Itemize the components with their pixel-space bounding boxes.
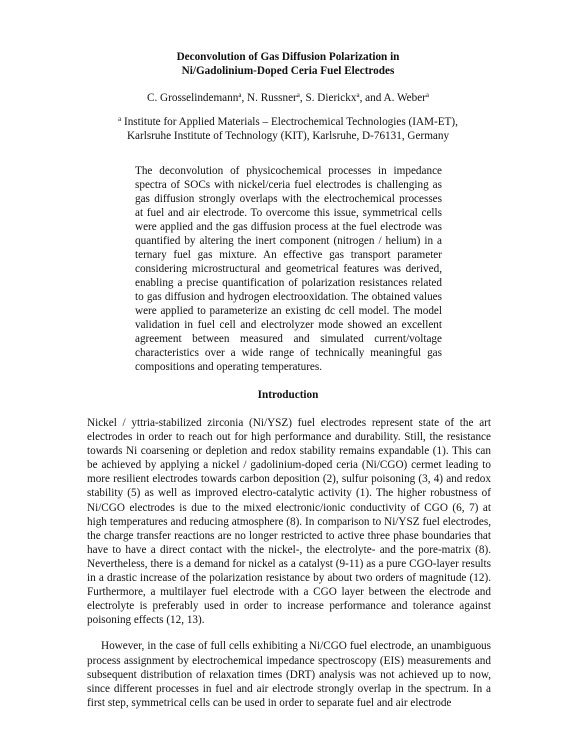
author-affiliation-mark: a [238, 91, 242, 99]
author-affiliation-mark: a [296, 91, 300, 99]
author-separator: , and [359, 92, 384, 104]
introduction-body [87, 416, 491, 710]
author-list [0, 91, 576, 105]
abstract [135, 164, 442, 374]
author-name: S. Dierickx [305, 92, 357, 104]
affiliation-line-1 [0, 115, 576, 129]
paragraph: Nickel / yttria-stabilized zirconia (Ni/YSZ) fuel electrodes represent state of the art electrodes in order to reach out for high performance and durability. Still, the resistance towards Ni coarsening or depletion and redox stability remains expandable (1). This can be achieved by applying a nickel / gadolinium-doped ceria (Ni/CGO) cermet leading to more resilient electrodes towards carbon deposition (2), sulfur poisoning (3, 4) and redox stability (5) as well as improved electro-catalytic activity (1). The higher robustness of Ni/CGO electrodes is due to the mixed electronic/ionic conductivity of CGO (6, 7) at high temperatures and reducing atmosphere (8). In comparison to Ni/YSZ fuel electrodes, the charge transfer reactions are no longer restricted to active three phase boundaries that have to have a direct contact with the nickel-, the electrolyte- and the pore-matrix (8). Nevertheless, there is a demand for nickel as a catalyst (9-11) as a pure CGO-layer results in a drastic increase of the polarization resistance by about two orders of magnitude (12). Furthermore, a multilayer fuel electrode with a CGO layer between the electrode and electrolyte is preferably used in order to increase performance and tolerance against poisoning effects (12, 13). [87, 417, 491, 627]
author-separator: , [241, 92, 248, 104]
affiliation-line-2: Karlsruhe Institute of Technology (KIT), Karlsruhe, D-76131, Germany [126, 130, 450, 142]
paragraph: However, in the case of full cells exhibiting a Ni/CGO fuel electrode, an unambiguous process assignment by electrochemical impedance spectroscopy (EIS) measurements and subsequent distribution of relaxation times (DRT) analysis was not achieved up to now, since different processes in fuel and air electrode strongly overlap in the spectrum. In a first step, symmetrical cells can be used in order to separate fuel and air electrode [87, 640, 491, 709]
author-separator: , [299, 92, 306, 104]
title-line-2: Ni/Gadolinium-Doped Ceria Fuel Electrodes [181, 65, 395, 77]
author-affiliation-mark: a [356, 91, 360, 99]
paper-title [0, 50, 576, 78]
affiliation-mark: a [118, 115, 122, 123]
author-affiliation-mark: a [425, 91, 429, 99]
author-name: C. Grosselindemann [146, 92, 239, 104]
title-line-1: Deconvolution of Gas Diffusion Polarization in [176, 51, 400, 63]
affiliation-text: Institute for Applied Materials – Electrochemical Technologies (IAM-ET), [121, 116, 458, 128]
abstract-text: The deconvolution of physicochemical processes in impedance spectra of SOCs with nickel/ceria fuel electrodes is challenging as gas diffusion strongly overlaps with the electrochemical processes at fuel and air electrode. To overcome this issue, symmetrical cells were applied and the gas diffusion process at the fuel electrode was quantified by altering the inert component (nitrogen / helium) in a ternary fuel gas mixture. An effective gas transport parameter considering microstructural and geometrical features was derived, enabling a precise quantification of polarization resistances related to gas diffusion and hydrogen electrooxidation. The obtained values were applied to parameterize an existing dc cell model. The model validation in fuel cell and electrolyzer mode showed an excellent agreement between measured and simulated current/voltage characteristics over a wide range of technically meaningful gas compositions and operating temperatures. [135, 165, 442, 373]
author-name: A. Weber [383, 92, 426, 104]
author-name: N. Russner [247, 92, 297, 104]
section-heading-introduction: Introduction [257, 389, 319, 401]
affiliation [0, 115, 576, 143]
